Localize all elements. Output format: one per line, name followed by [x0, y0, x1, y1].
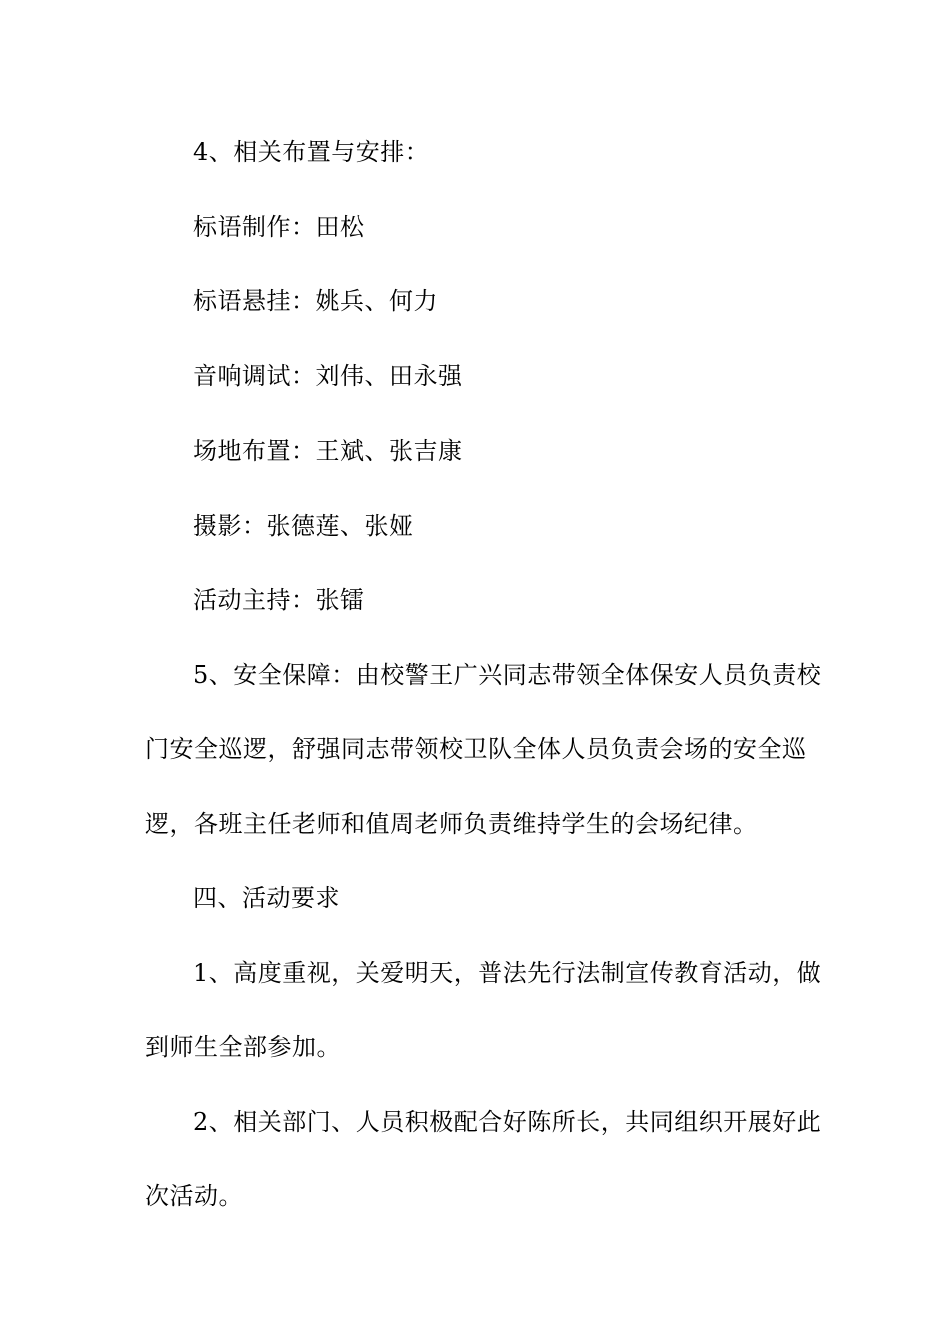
text-line: 活动主持：张镭: [193, 586, 365, 614]
paragraph-requirement-line: 1、高度重视，关爱明天，普法先行法制宣传教育活动，做: [193, 959, 822, 987]
paragraph-requirement-line: 次活动。: [145, 1182, 243, 1210]
paragraph-requirement-line: 到师生全部参加。: [145, 1033, 341, 1061]
section-heading: 四、活动要求: [193, 884, 340, 912]
text-line: 场地布置：王斌、张吉康: [193, 437, 463, 465]
text-line: 标语悬挂：姚兵、何力: [193, 287, 438, 315]
paragraph-safety-line: 5、安全保障：由校警王广兴同志带领全体保安人员负责校: [193, 661, 822, 689]
paragraph-requirement-line: 2、相关部门、人员积极配合好陈所长，共同组织开展好此: [193, 1108, 822, 1136]
paragraph-safety-line: 门安全巡逻，舒强同志带领校卫队全体人员负责会场的安全巡: [145, 735, 807, 763]
paragraph-safety-line: 逻，各班主任老师和值周老师负责维持学生的会场纪律。: [145, 810, 758, 838]
text-line: 标语制作：田松: [193, 213, 365, 241]
text-line: 摄影：张德莲、张娅: [193, 512, 414, 540]
heading-arrangements: 4、相关布置与安排：: [193, 138, 430, 166]
text-line: 音响调试：刘伟、田永强: [193, 362, 463, 390]
